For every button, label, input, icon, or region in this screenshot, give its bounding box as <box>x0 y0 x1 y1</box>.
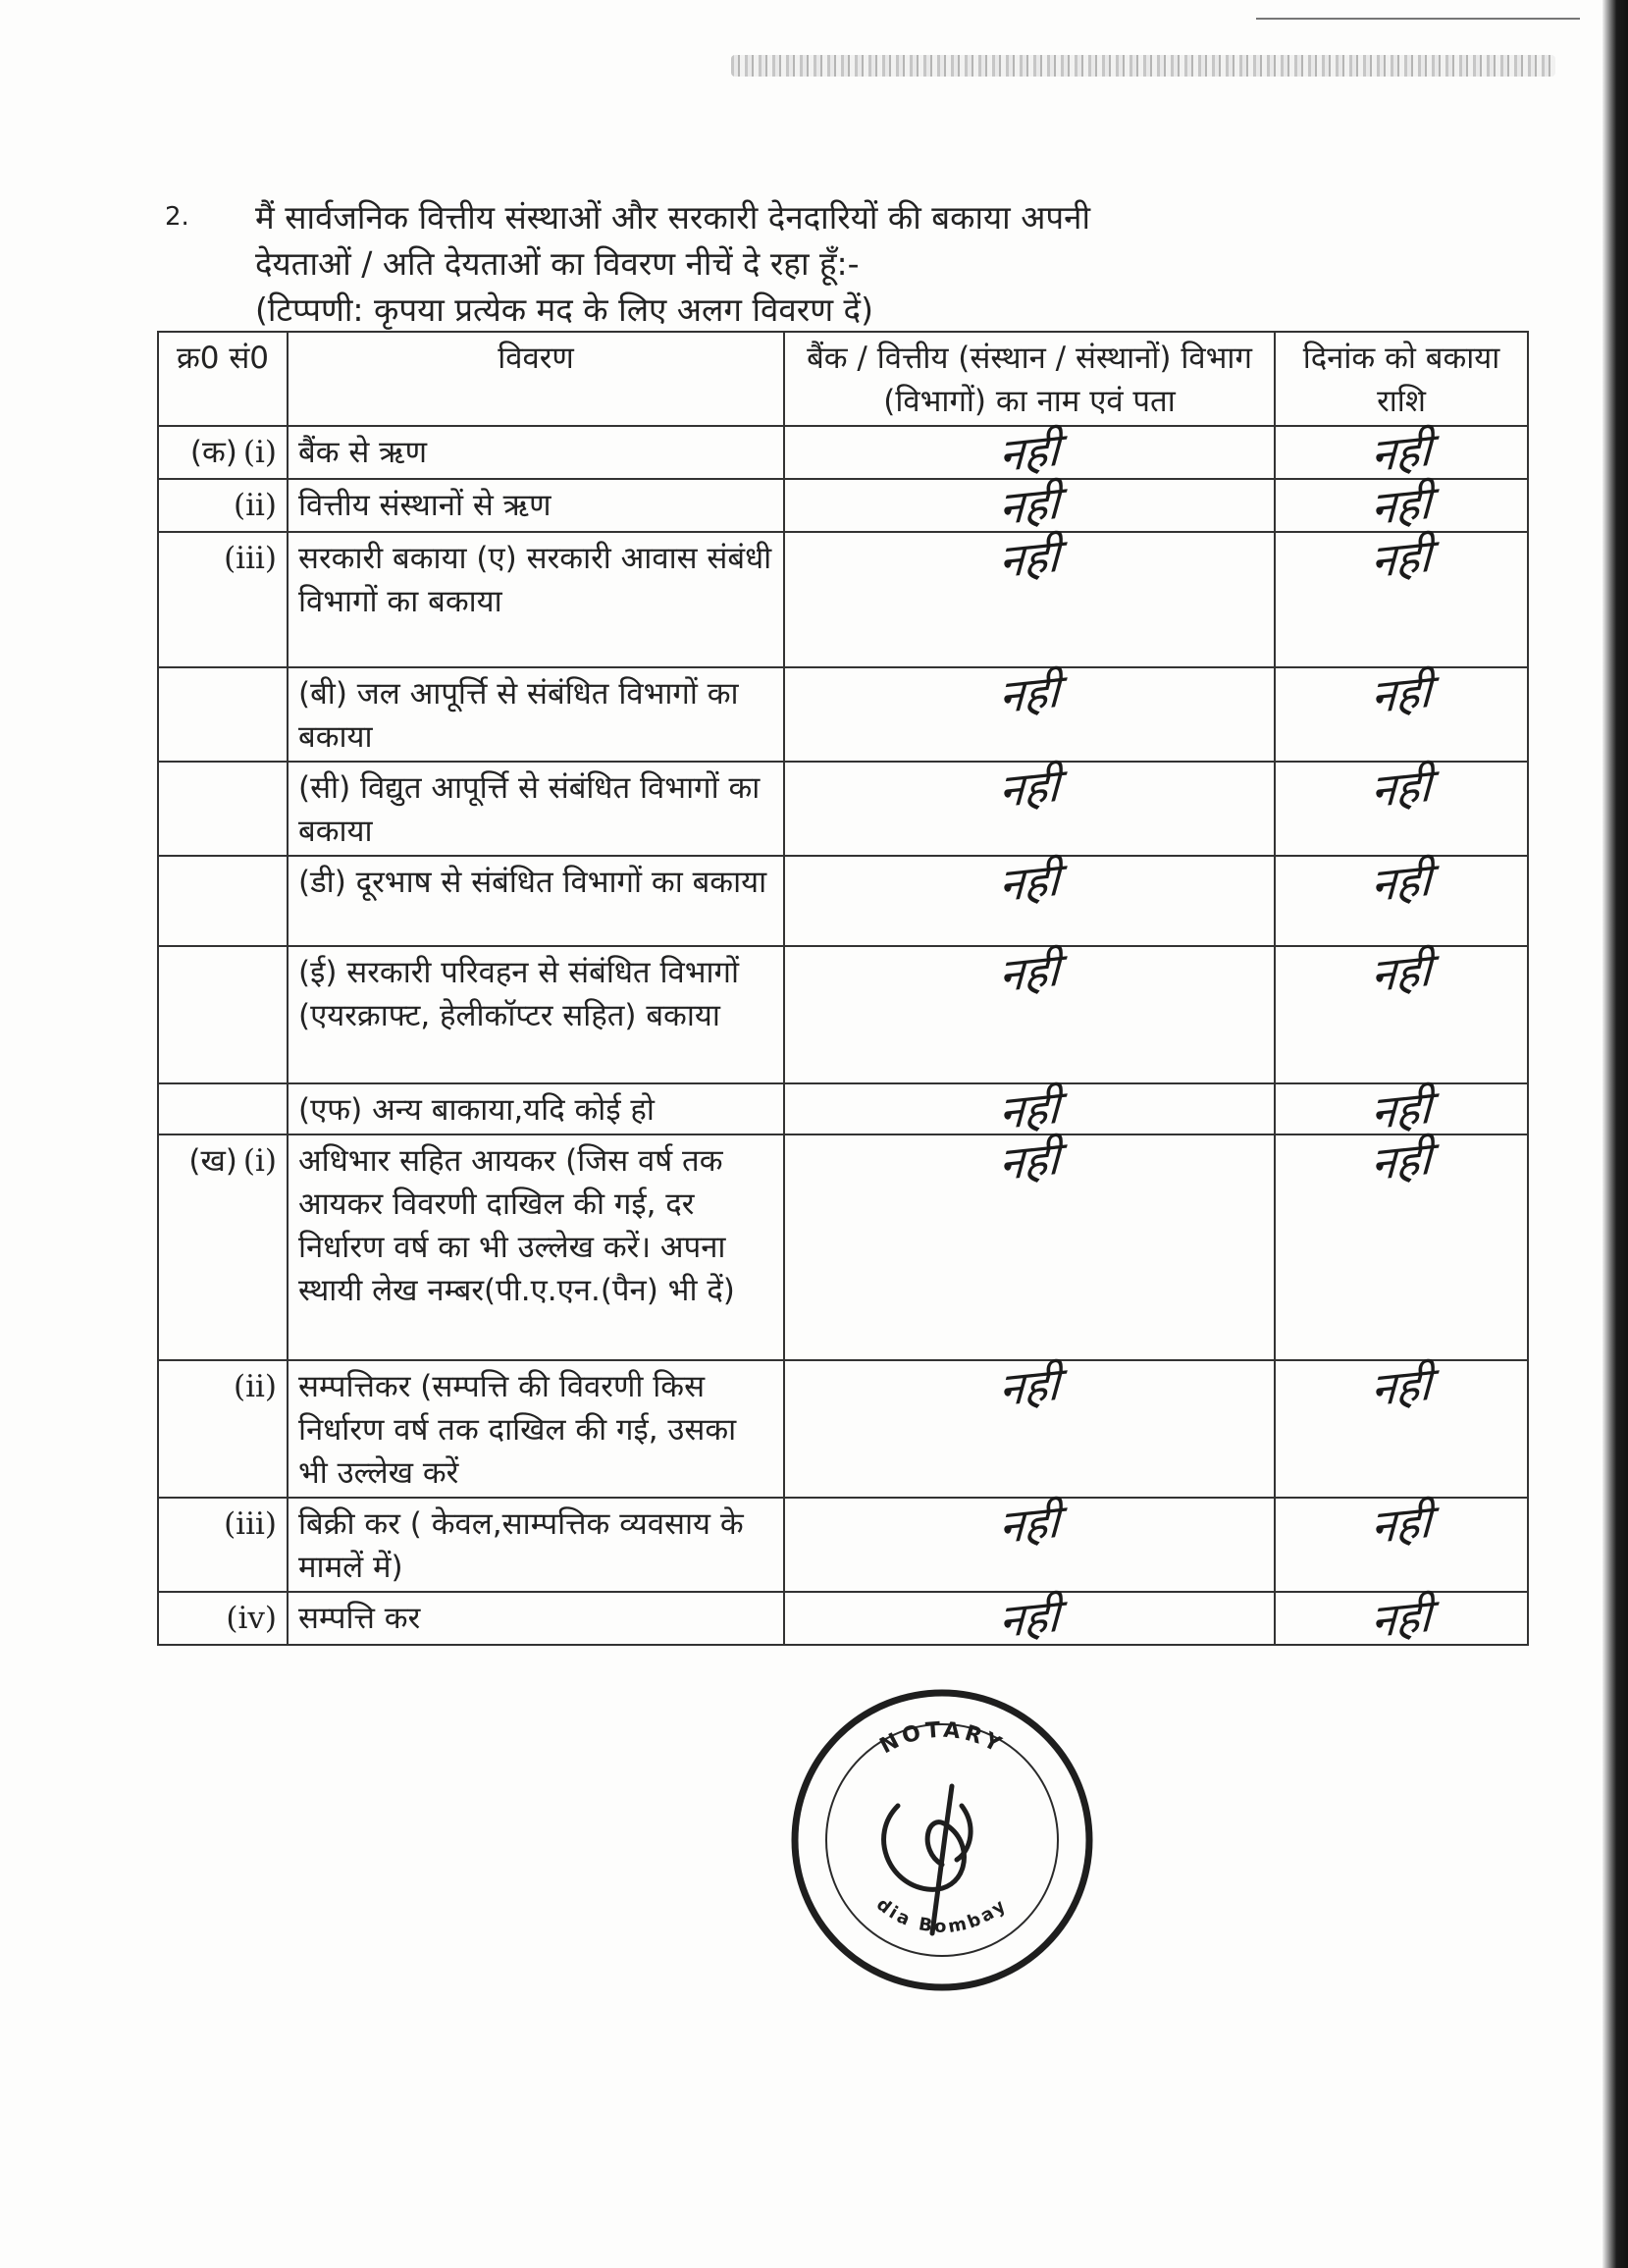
handwritten-entry: नही <box>998 422 1061 483</box>
item-number: 2. <box>165 202 189 232</box>
scan-line <box>1256 18 1580 20</box>
table-row <box>158 532 1528 667</box>
serial-cell <box>158 532 288 667</box>
handwritten-entry: नही <box>1370 663 1433 724</box>
serial-prefix: (ख) <box>188 1143 237 1179</box>
amount-cell <box>1275 422 1528 483</box>
bank-cell <box>784 475 1275 536</box>
bank-cell <box>784 852 1275 946</box>
serial-number: (iv) <box>226 1601 277 1636</box>
table-row <box>158 1360 1528 1498</box>
handwritten-entry: नही <box>998 1494 1061 1555</box>
stamp-bottom-text: dia Bombay <box>872 1894 1012 1938</box>
bank-cell <box>784 1131 1275 1360</box>
serial-number: (ii) <box>233 488 277 523</box>
table-header-row <box>158 332 1528 426</box>
scan-edge <box>1602 0 1628 2268</box>
description-cell: (डी) दूरभाष से संबंधित विभागों का बकाया <box>288 856 784 946</box>
serial-number: (iii) <box>224 1506 277 1542</box>
amount-cell <box>1275 942 1528 1083</box>
description-cell: सरकारी बकाया (ए) सरकारी आवास संबंधी विभागों का बकाया <box>288 532 784 667</box>
handwritten-entry: नही <box>998 475 1061 536</box>
notary-stamp <box>780 1678 1104 2002</box>
handwritten-entry: नही <box>1370 1494 1433 1555</box>
serial-cell <box>158 946 288 1083</box>
serial-number: (i) <box>242 435 277 470</box>
amount-cell <box>1275 475 1528 536</box>
table-row <box>158 946 1528 1083</box>
handwritten-entry: नही <box>1370 422 1433 483</box>
serial-number: (iii) <box>224 541 277 576</box>
handwritten-entry: नही <box>998 1131 1061 1191</box>
bank-cell <box>784 528 1275 667</box>
handwritten-entry: नही <box>1370 758 1433 818</box>
intro-paragraph <box>165 194 1323 333</box>
table-row <box>158 426 1528 479</box>
handwritten-entry: नही <box>998 942 1061 1003</box>
bank-cell <box>784 942 1275 1083</box>
svg-text:dia Bombay <box>872 1894 1012 1937</box>
serial-cell <box>158 856 288 946</box>
bank-cell <box>784 1588 1275 1649</box>
handwritten-entry: नही <box>1370 1131 1433 1191</box>
description-cell: बैंक से ऋण <box>288 426 784 479</box>
table-row <box>158 1134 1528 1360</box>
handwritten-entry: नही <box>1370 475 1433 536</box>
description-cell: सम्पत्तिकर (सम्पत्ति की विवरणी किस निर्धारण वर्ष तक दाखिल की गई, उसका भी उल्लेख करें <box>288 1360 784 1498</box>
serial-cell <box>158 1134 288 1360</box>
bank-cell <box>784 758 1275 856</box>
liabilities-table <box>157 331 1529 1649</box>
intro-line-2: देयताओं / अति देयताओं का विवरण नीचें दे रहा हूँ:- <box>255 244 860 283</box>
handwritten-entry: नही <box>1370 942 1433 1003</box>
description-cell: (सी) विद्युत आपूर्त्ति से संबंधित विभागों का बकाया <box>288 762 784 856</box>
bank-cell <box>784 422 1275 483</box>
table-row <box>158 1083 1528 1134</box>
bank-cell <box>784 1080 1275 1140</box>
amount-cell <box>1275 1588 1528 1649</box>
description-cell: (बी) जल आपूर्त्ति से संबंधित विभागों का बकाया <box>288 667 784 762</box>
handwritten-entry: नही <box>1370 528 1433 589</box>
description-cell: वित्तीय संस्थानों से ऋण <box>288 479 784 532</box>
serial-prefix: (क) <box>189 435 237 470</box>
table-row <box>158 1498 1528 1592</box>
bank-cell <box>784 1356 1275 1498</box>
amount-cell <box>1275 852 1528 946</box>
description-cell: (एफ) अन्य बाकाया,यदि कोई हो <box>288 1083 784 1134</box>
amount-cell <box>1275 1356 1528 1498</box>
handwritten-entry: नही <box>1370 1080 1433 1140</box>
table-row <box>158 667 1528 762</box>
table-row <box>158 762 1528 856</box>
header-bank: बैंक / वित्तीय (संस्थान / संस्थानों) विभाग (विभागों) का नाम एवं पता <box>784 332 1275 426</box>
intro-note: (टिप्पणी: कृपया प्रत्येक मद के लिए अलग विवरण दें) <box>255 290 873 329</box>
handwritten-entry: नही <box>998 852 1061 913</box>
handwritten-entry: नही <box>998 663 1061 724</box>
table-row <box>158 856 1528 946</box>
serial-cell <box>158 479 288 532</box>
intro-line-1: मैं सार्वजनिक वित्तीय संस्थाओं और सरकारी देनदारियों की बकाया अपनी <box>255 198 1091 237</box>
serial-cell <box>158 1083 288 1134</box>
serial-number: (ii) <box>233 1369 277 1404</box>
bank-cell <box>784 663 1275 762</box>
handwritten-entry: नही <box>998 1356 1061 1417</box>
serial-cell <box>158 762 288 856</box>
header-description: विवरण <box>288 332 784 426</box>
serial-cell <box>158 1592 288 1645</box>
amount-cell <box>1275 1080 1528 1140</box>
stamp-top-text: NOTARY <box>875 1717 1009 1760</box>
amount-cell <box>1275 1131 1528 1360</box>
amount-cell <box>1275 528 1528 667</box>
handwritten-entry: नही <box>1370 1588 1433 1649</box>
serial-cell <box>158 1360 288 1498</box>
handwritten-entry: नही <box>1370 852 1433 913</box>
handwritten-entry: नही <box>1370 1356 1433 1417</box>
handwritten-entry: नही <box>998 1588 1061 1649</box>
table-row <box>158 1592 1528 1645</box>
amount-cell <box>1275 663 1528 762</box>
description-cell: (ई) सरकारी परिवहन से संबंधित विभागों (एयरक्राफ्ट, हेलीकॉप्टर सहित) बकाया <box>288 946 784 1083</box>
serial-number: (i) <box>242 1143 277 1179</box>
description-cell: बिक्री कर ( केवल,साम्पत्तिक व्यवसाय के मामलें में) <box>288 1498 784 1592</box>
bank-cell <box>784 1494 1275 1592</box>
amount-cell <box>1275 758 1528 856</box>
header-amount: दिनांक को बकाया राशि <box>1275 332 1528 426</box>
scan-smudge <box>731 55 1555 77</box>
handwritten-entry: नही <box>998 1080 1061 1140</box>
header-serial: क्र0 सं0 <box>158 332 288 426</box>
amount-cell <box>1275 1494 1528 1592</box>
handwritten-entry: नही <box>998 528 1061 589</box>
serial-cell <box>158 667 288 762</box>
serial-cell <box>158 426 288 479</box>
handwritten-entry: नही <box>998 758 1061 818</box>
serial-cell <box>158 1498 288 1592</box>
description-cell: अधिभार सहित आयकर (जिस वर्ष तक आयकर विवरणी दाखिल की गई, दर निर्धारण वर्ष का भी उल्लेख करें। अपना स्थायी लेख नम्बर(पी.ए.एन.(पैन) भी दें) <box>288 1134 784 1360</box>
description-cell: सम्पत्ति कर <box>288 1592 784 1645</box>
table-row <box>158 479 1528 532</box>
